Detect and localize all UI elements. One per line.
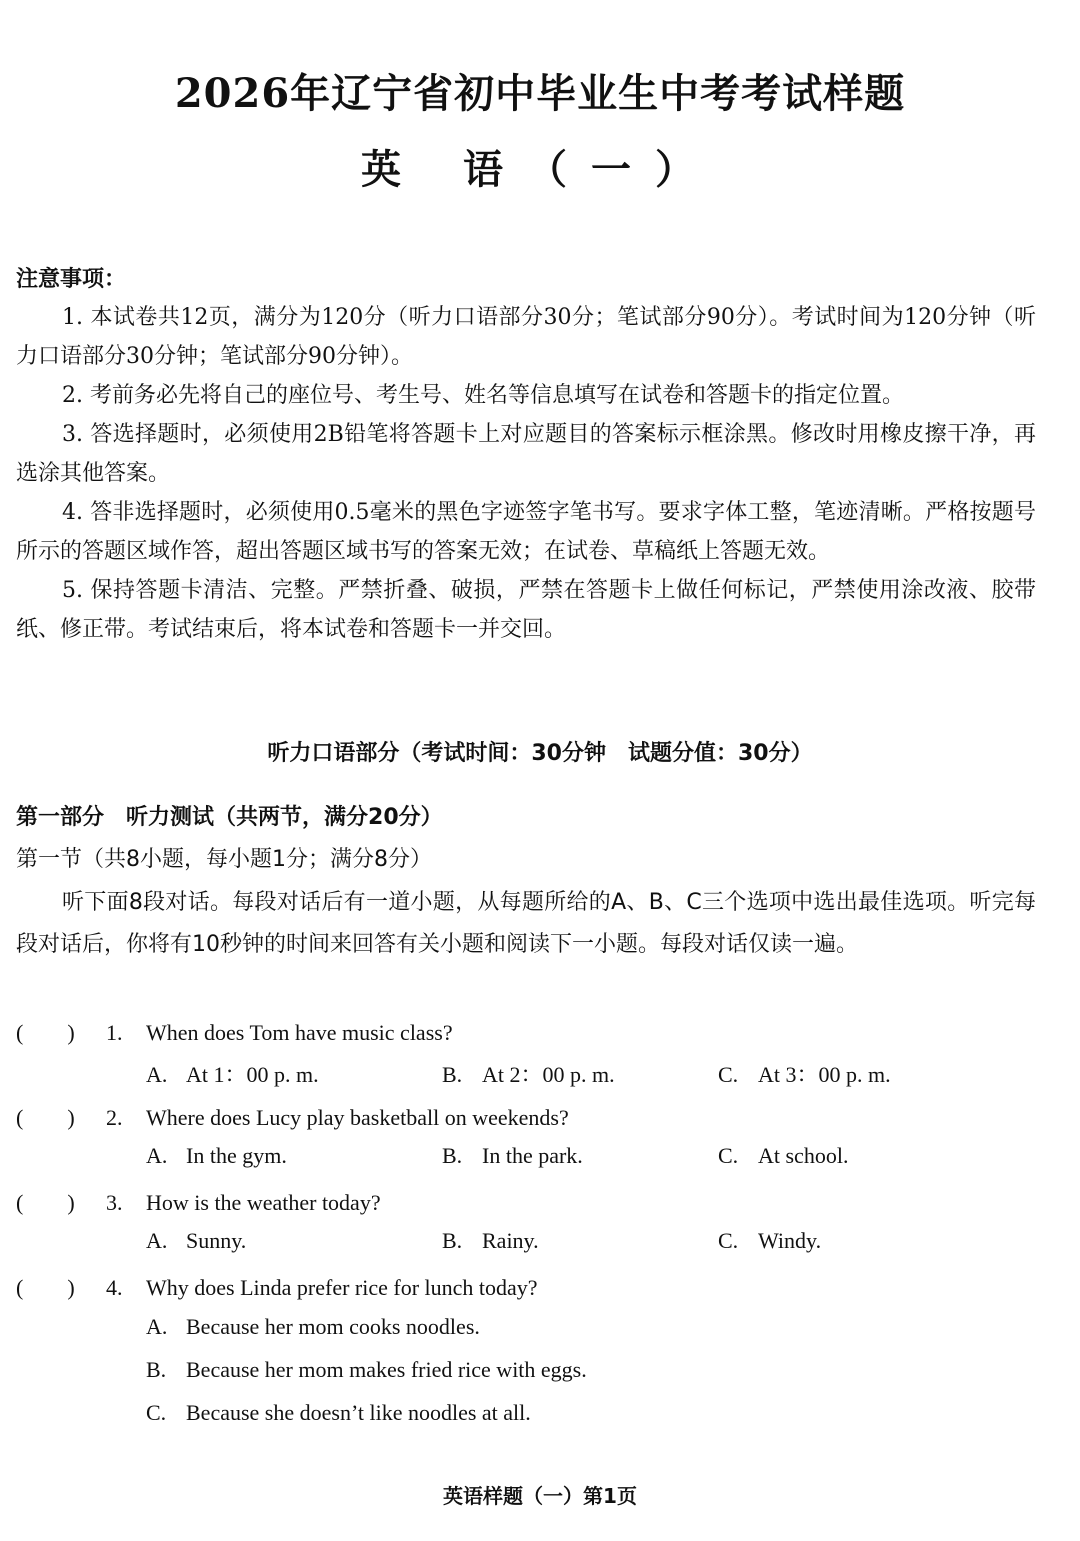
option-letter: B.	[146, 1357, 167, 1382]
option-letter: B.	[442, 1062, 463, 1087]
option-text: At 3：00 p. m.	[758, 1062, 891, 1087]
option-a	[146, 1228, 246, 1254]
subsection-heading: 第一节（共8小题，每小题1分；满分8分）	[16, 847, 432, 872]
notice-item: 4. 答非选择题时，必须使用0.5毫米的黑色字迹签字笔书写。要求字体工整，笔迹清晰。严格按题号所示的答题区域作答，超出答题区域书写的答案无效；在试卷、草稿纸上答题无效。	[16, 500, 1036, 564]
question-4	[16, 1271, 538, 1302]
option-text: Sunny.	[186, 1228, 247, 1253]
section-heading	[16, 800, 443, 831]
section-instructions: 听下面8段对话。每段对话后有一道小题，从每题所给的A、B、C三个选项中选出最佳选项。听完每段对话后，你将有10秒钟的时间来回答有关小题和阅读下一小题。每段对话仅读一遍。	[16, 890, 1036, 957]
option-b	[442, 1143, 583, 1169]
option-c	[718, 1058, 891, 1089]
option-a	[146, 1058, 319, 1089]
question-number: 1.	[106, 1020, 123, 1045]
option-text: Rainy.	[482, 1228, 539, 1253]
option-a	[146, 1314, 480, 1340]
option-text: At school.	[758, 1143, 849, 1168]
notice-heading: 注意事项：	[16, 266, 127, 292]
option-c	[718, 1143, 848, 1169]
section-name: 第一部分	[16, 805, 105, 830]
option-text: In the gym.	[186, 1143, 287, 1168]
option-letter: C.	[718, 1228, 739, 1253]
notice-item: 1. 本试卷共12页，满分为120分（听力口语部分30分；笔试部分90分）。考试时间为120分钟（听力口语部分30分钟；笔试部分90分钟）。	[16, 305, 1036, 369]
option-text: In the park.	[482, 1143, 583, 1168]
option-letter: A.	[146, 1062, 168, 1087]
answer-bracket: ( )	[16, 1275, 75, 1300]
option-a	[146, 1143, 287, 1169]
option-letter: C.	[146, 1400, 167, 1425]
option-letter: B.	[442, 1143, 463, 1168]
option-b	[442, 1228, 539, 1254]
question-number: 4.	[106, 1275, 123, 1300]
question-text: When does Tom have music class?	[146, 1020, 453, 1045]
notice-item: 5. 保持答题卡清洁、完整。严禁折叠、破损，严禁在答题卡上做任何标记，严禁使用涂改液、胶带纸、修正带。考试结束后，将本试卷和答题卡一并交回。	[16, 578, 1036, 642]
option-letter: A.	[146, 1143, 168, 1168]
exam-subtitle: 英 语（一）	[361, 146, 719, 193]
notice-item: 3. 答选择题时，必须使用2B铅笔将答题卡上对应题目的答案标示框涂黑。修改时用橡皮擦干净，再选涂其他答案。	[16, 422, 1036, 486]
question-text: Where does Lucy play basketball on weekends?	[146, 1105, 569, 1130]
option-letter: A.	[146, 1228, 168, 1253]
question-number: 2.	[106, 1105, 123, 1130]
question-number: 3.	[106, 1190, 123, 1215]
option-b	[442, 1058, 615, 1089]
notice-list	[16, 298, 1036, 649]
option-letter: C.	[718, 1143, 739, 1168]
question-1	[16, 1016, 453, 1047]
answer-bracket: ( )	[16, 1020, 75, 1045]
answer-bracket: ( )	[16, 1105, 75, 1130]
page-footer: 英语样题（一）第1页	[443, 1484, 637, 1508]
question-3	[16, 1186, 381, 1217]
exam-title: 2026年辽宁省初中毕业生中考考试样题	[174, 70, 906, 117]
section-description: 听力测试（共两节，满分20分）	[126, 805, 443, 830]
question-2	[16, 1101, 569, 1132]
option-text: Because her mom makes fried rice with eggs.	[186, 1357, 587, 1382]
option-text: At 1：00 p. m.	[186, 1062, 319, 1087]
listening-part-heading: 听力口语部分（考试时间：30分钟 试题分值：30分）	[267, 741, 813, 766]
option-b	[146, 1357, 587, 1383]
option-letter: B.	[442, 1228, 463, 1253]
option-text: At 2：00 p. m.	[482, 1062, 615, 1087]
option-c	[718, 1228, 821, 1254]
question-text: Why does Linda prefer rice for lunch today?	[146, 1275, 538, 1300]
option-text: Windy.	[758, 1228, 822, 1253]
option-text: Because she doesn’t like noodles at all.	[186, 1400, 531, 1425]
answer-bracket: ( )	[16, 1190, 75, 1215]
option-text: Because her mom cooks noodles.	[186, 1314, 480, 1339]
option-letter: A.	[146, 1314, 168, 1339]
notice-item: 2. 考前务必先将自己的座位号、考生号、姓名等信息填写在试卷和答题卡的指定位置。	[62, 383, 904, 408]
option-c	[146, 1400, 531, 1426]
question-text: How is the weather today?	[146, 1190, 381, 1215]
option-letter: C.	[718, 1062, 739, 1087]
